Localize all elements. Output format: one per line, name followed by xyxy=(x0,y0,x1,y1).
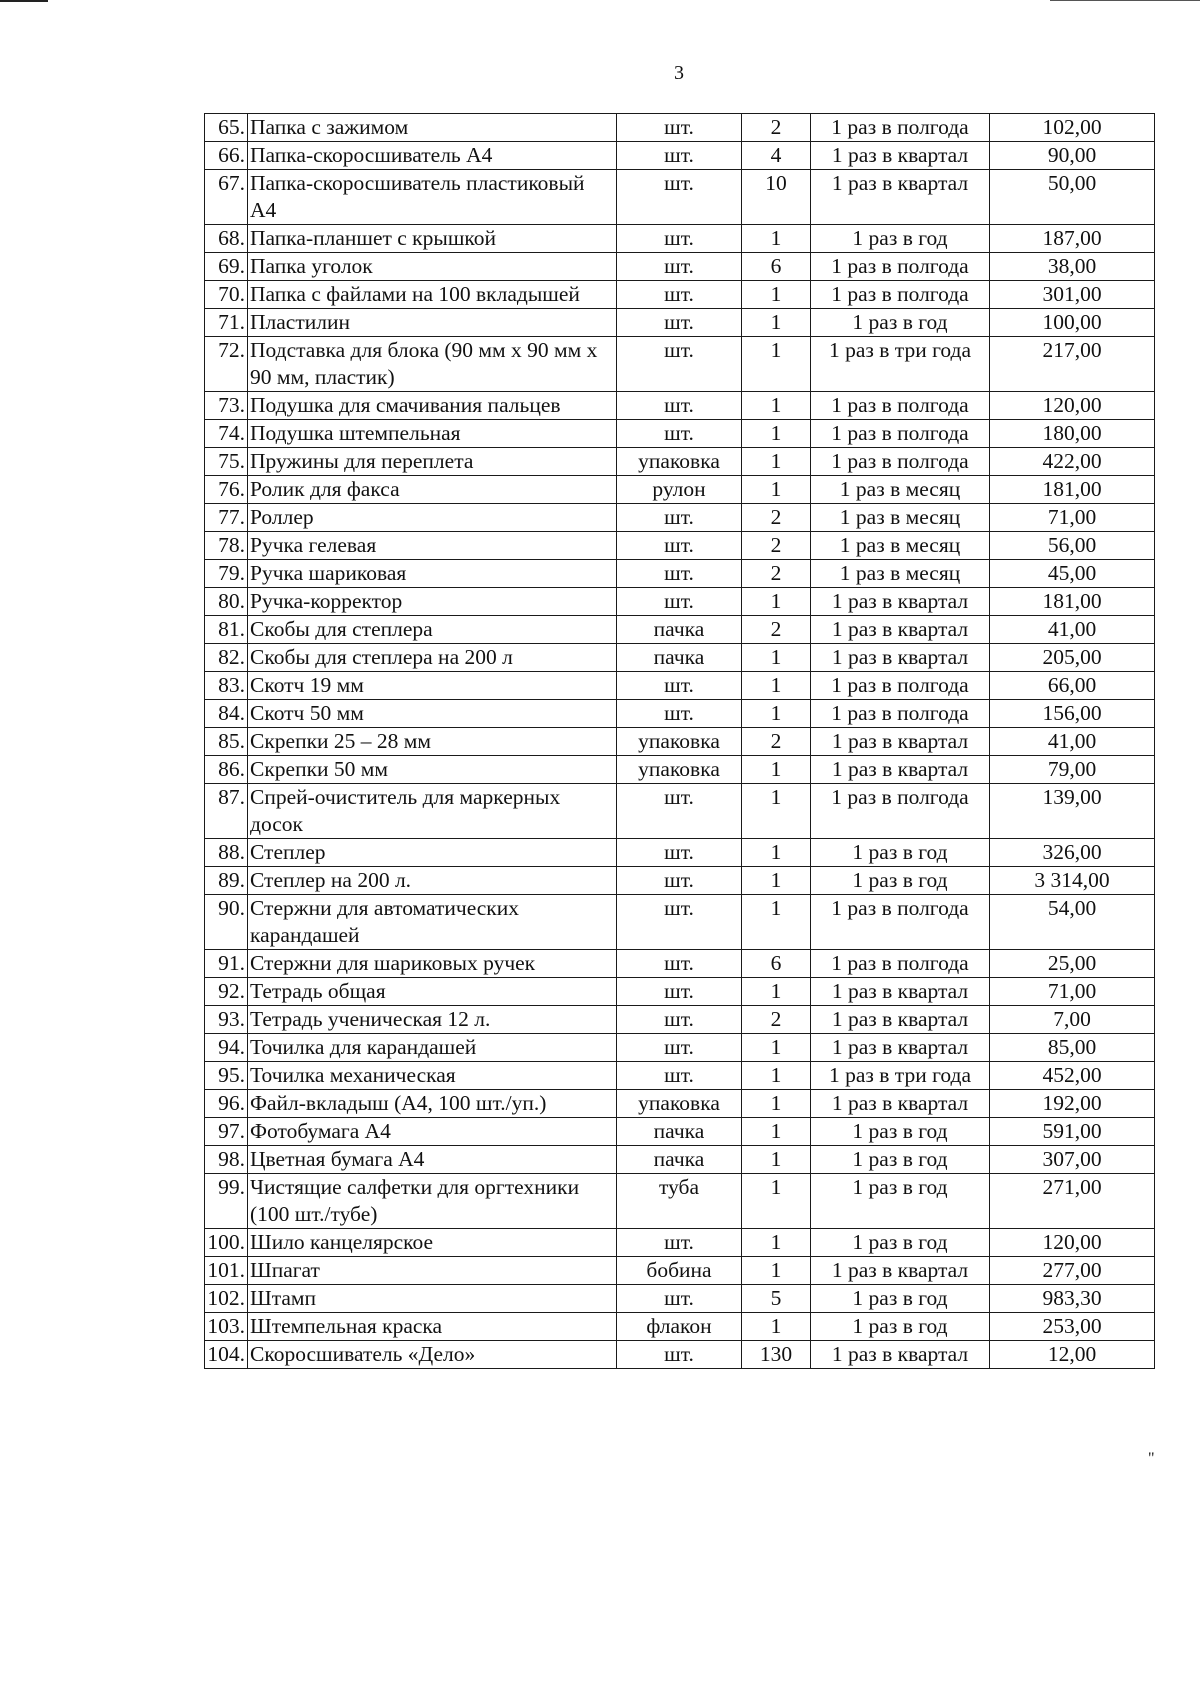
row-number: 81. xyxy=(205,616,248,644)
row-number: 80. xyxy=(205,588,248,616)
item-frequency: 1 раз в полгода xyxy=(811,700,990,728)
item-quantity: 1 xyxy=(742,1034,811,1062)
item-name: Ручка-корректор xyxy=(248,588,617,616)
item-price: 25,00 xyxy=(990,950,1155,978)
item-unit: шт. xyxy=(617,895,742,950)
item-quantity: 2 xyxy=(742,114,811,142)
row-number: 104. xyxy=(205,1341,248,1369)
item-name: Штемпельная краска xyxy=(248,1313,617,1341)
item-quantity: 1 xyxy=(742,672,811,700)
item-price: 7,00 xyxy=(990,1006,1155,1034)
item-unit: упаковка xyxy=(617,1090,742,1118)
end-quote-mark: " xyxy=(1148,1450,1155,1467)
item-unit: флакон xyxy=(617,1313,742,1341)
row-number: 102. xyxy=(205,1285,248,1313)
item-quantity: 2 xyxy=(742,504,811,532)
supplies-table-body xyxy=(205,114,1155,1369)
row-number: 74. xyxy=(205,420,248,448)
row-number: 69. xyxy=(205,253,248,281)
row-number: 65. xyxy=(205,114,248,142)
table-row xyxy=(205,616,1155,644)
item-frequency: 1 раз в месяц xyxy=(811,532,990,560)
item-price: 85,00 xyxy=(990,1034,1155,1062)
item-price: 71,00 xyxy=(990,978,1155,1006)
item-quantity: 2 xyxy=(742,728,811,756)
table-row xyxy=(205,588,1155,616)
item-unit: шт. xyxy=(617,532,742,560)
item-quantity: 1 xyxy=(742,1257,811,1285)
item-price: 45,00 xyxy=(990,560,1155,588)
item-unit: шт. xyxy=(617,504,742,532)
item-quantity: 1 xyxy=(742,448,811,476)
item-quantity: 1 xyxy=(742,476,811,504)
table-row xyxy=(205,448,1155,476)
item-price: 307,00 xyxy=(990,1146,1155,1174)
table-row xyxy=(205,867,1155,895)
scan-corner-mark-right xyxy=(1050,0,1200,1)
item-frequency: 1 раз в квартал xyxy=(811,142,990,170)
row-number: 97. xyxy=(205,1118,248,1146)
row-number: 79. xyxy=(205,560,248,588)
row-number: 90. xyxy=(205,895,248,950)
page-number: 3 xyxy=(674,62,684,84)
row-number: 87. xyxy=(205,784,248,839)
item-unit: шт. xyxy=(617,281,742,309)
item-unit: пачка xyxy=(617,616,742,644)
item-name: Скобы для степлера xyxy=(248,616,617,644)
item-price: 253,00 xyxy=(990,1313,1155,1341)
item-quantity: 10 xyxy=(742,170,811,225)
table-row xyxy=(205,1285,1155,1313)
table-row xyxy=(205,1229,1155,1257)
item-name: Подушка штемпельная xyxy=(248,420,617,448)
item-name: Пружины для переплета xyxy=(248,448,617,476)
item-frequency: 1 раз в полгода xyxy=(811,114,990,142)
item-frequency: 1 раз в квартал xyxy=(811,1341,990,1369)
table-row xyxy=(205,142,1155,170)
row-number: 93. xyxy=(205,1006,248,1034)
item-quantity: 1 xyxy=(742,1090,811,1118)
row-number: 73. xyxy=(205,392,248,420)
table-row xyxy=(205,950,1155,978)
item-quantity: 1 xyxy=(742,1174,811,1229)
item-name: Скоросшиватель «Дело» xyxy=(248,1341,617,1369)
item-unit: шт. xyxy=(617,839,742,867)
item-price: 181,00 xyxy=(990,476,1155,504)
item-price: 180,00 xyxy=(990,420,1155,448)
item-quantity: 1 xyxy=(742,1118,811,1146)
item-quantity: 2 xyxy=(742,532,811,560)
item-name: Чистящие салфетки для оргтехники (100 шт./тубе) xyxy=(248,1174,617,1229)
item-name: Папка уголок xyxy=(248,253,617,281)
table-row xyxy=(205,1146,1155,1174)
item-price: 100,00 xyxy=(990,309,1155,337)
item-price: 90,00 xyxy=(990,142,1155,170)
table-row xyxy=(205,1174,1155,1229)
item-price: 54,00 xyxy=(990,895,1155,950)
row-number: 91. xyxy=(205,950,248,978)
row-number: 85. xyxy=(205,728,248,756)
item-unit: шт. xyxy=(617,784,742,839)
table-row xyxy=(205,672,1155,700)
table-row xyxy=(205,644,1155,672)
item-price: 71,00 xyxy=(990,504,1155,532)
table-row xyxy=(205,560,1155,588)
item-quantity: 4 xyxy=(742,142,811,170)
item-name: Папка-скоросшиватель А4 xyxy=(248,142,617,170)
item-unit: шт. xyxy=(617,309,742,337)
row-number: 89. xyxy=(205,867,248,895)
item-frequency: 1 раз в год xyxy=(811,839,990,867)
row-number: 95. xyxy=(205,1062,248,1090)
item-price: 50,00 xyxy=(990,170,1155,225)
item-unit: пачка xyxy=(617,644,742,672)
item-unit: шт. xyxy=(617,392,742,420)
item-price: 422,00 xyxy=(990,448,1155,476)
item-unit: шт. xyxy=(617,142,742,170)
item-quantity: 1 xyxy=(742,784,811,839)
item-name: Спрей-очиститель для маркерных досок xyxy=(248,784,617,839)
row-number: 82. xyxy=(205,644,248,672)
item-unit: шт. xyxy=(617,253,742,281)
table-row xyxy=(205,1090,1155,1118)
supplies-table-container xyxy=(204,113,1146,1369)
item-quantity: 6 xyxy=(742,253,811,281)
item-quantity: 130 xyxy=(742,1341,811,1369)
item-price: 301,00 xyxy=(990,281,1155,309)
item-price: 41,00 xyxy=(990,616,1155,644)
table-row xyxy=(205,1313,1155,1341)
item-unit: бобина xyxy=(617,1257,742,1285)
item-unit: шт. xyxy=(617,170,742,225)
item-price: 139,00 xyxy=(990,784,1155,839)
row-number: 70. xyxy=(205,281,248,309)
item-price: 120,00 xyxy=(990,392,1155,420)
item-quantity: 1 xyxy=(742,644,811,672)
item-name: Ролик для факса xyxy=(248,476,617,504)
item-name: Пластилин xyxy=(248,309,617,337)
item-frequency: 1 раз в полгода xyxy=(811,672,990,700)
item-quantity: 6 xyxy=(742,950,811,978)
item-frequency: 1 раз в квартал xyxy=(811,170,990,225)
item-unit: упаковка xyxy=(617,448,742,476)
item-price: 3 314,00 xyxy=(990,867,1155,895)
row-number: 100. xyxy=(205,1229,248,1257)
item-quantity: 1 xyxy=(742,1062,811,1090)
item-quantity: 1 xyxy=(742,281,811,309)
table-row xyxy=(205,1118,1155,1146)
item-price: 217,00 xyxy=(990,337,1155,392)
row-number: 77. xyxy=(205,504,248,532)
item-name: Подставка для блока (90 мм х 90 мм х 90 мм, пластик) xyxy=(248,337,617,392)
item-name: Скрепки 25 – 28 мм xyxy=(248,728,617,756)
item-frequency: 1 раз в год xyxy=(811,1229,990,1257)
item-price: 12,00 xyxy=(990,1341,1155,1369)
item-name: Ручка шариковая xyxy=(248,560,617,588)
item-quantity: 1 xyxy=(742,1313,811,1341)
item-name: Скотч 19 мм xyxy=(248,672,617,700)
item-frequency: 1 раз в квартал xyxy=(811,1034,990,1062)
item-price: 452,00 xyxy=(990,1062,1155,1090)
item-name: Папка-скоросшиватель пластиковый А4 xyxy=(248,170,617,225)
item-quantity: 1 xyxy=(742,225,811,253)
item-frequency: 1 раз в квартал xyxy=(811,644,990,672)
row-number: 98. xyxy=(205,1146,248,1174)
item-frequency: 1 раз в полгода xyxy=(811,281,990,309)
item-quantity: 2 xyxy=(742,1006,811,1034)
item-name: Скобы для степлера на 200 л xyxy=(248,644,617,672)
item-name: Стержни для шариковых ручек xyxy=(248,950,617,978)
item-price: 326,00 xyxy=(990,839,1155,867)
item-unit: шт. xyxy=(617,420,742,448)
item-quantity: 1 xyxy=(742,420,811,448)
row-number: 99. xyxy=(205,1174,248,1229)
item-quantity: 1 xyxy=(742,756,811,784)
item-quantity: 1 xyxy=(742,337,811,392)
item-frequency: 1 раз в год xyxy=(811,309,990,337)
item-frequency: 1 раз в месяц xyxy=(811,476,990,504)
table-row xyxy=(205,1062,1155,1090)
item-name: Скрепки 50 мм xyxy=(248,756,617,784)
item-unit: пачка xyxy=(617,1118,742,1146)
item-unit: туба xyxy=(617,1174,742,1229)
item-frequency: 1 раз в год xyxy=(811,1285,990,1313)
item-quantity: 5 xyxy=(742,1285,811,1313)
item-price: 156,00 xyxy=(990,700,1155,728)
table-row xyxy=(205,1257,1155,1285)
item-name: Тетрадь ученическая 12 л. xyxy=(248,1006,617,1034)
table-row xyxy=(205,728,1155,756)
item-unit: шт. xyxy=(617,1341,742,1369)
item-unit: шт. xyxy=(617,950,742,978)
row-number: 71. xyxy=(205,309,248,337)
item-price: 38,00 xyxy=(990,253,1155,281)
item-quantity: 1 xyxy=(742,588,811,616)
table-row xyxy=(205,392,1155,420)
item-unit: шт. xyxy=(617,114,742,142)
item-frequency: 1 раз в полгода xyxy=(811,420,990,448)
table-row xyxy=(205,784,1155,839)
item-name: Стержни для автоматических карандашей xyxy=(248,895,617,950)
item-unit: шт. xyxy=(617,672,742,700)
table-row xyxy=(205,281,1155,309)
row-number: 92. xyxy=(205,978,248,1006)
item-price: 591,00 xyxy=(990,1118,1155,1146)
item-frequency: 1 раз в полгода xyxy=(811,950,990,978)
item-unit: шт. xyxy=(617,337,742,392)
table-row xyxy=(205,895,1155,950)
item-price: 120,00 xyxy=(990,1229,1155,1257)
item-unit: шт. xyxy=(617,1034,742,1062)
item-frequency: 1 раз в полгода xyxy=(811,784,990,839)
table-row xyxy=(205,1341,1155,1369)
item-price: 187,00 xyxy=(990,225,1155,253)
item-name: Роллер xyxy=(248,504,617,532)
item-name: Степлер на 200 л. xyxy=(248,867,617,895)
item-price: 56,00 xyxy=(990,532,1155,560)
item-unit: пачка xyxy=(617,1146,742,1174)
row-number: 103. xyxy=(205,1313,248,1341)
item-name: Папка с зажимом xyxy=(248,114,617,142)
item-name: Фотобумага А4 xyxy=(248,1118,617,1146)
item-quantity: 1 xyxy=(742,839,811,867)
item-frequency: 1 раз в полгода xyxy=(811,392,990,420)
row-number: 67. xyxy=(205,170,248,225)
table-row xyxy=(205,337,1155,392)
table-row xyxy=(205,839,1155,867)
item-name: Цветная бумага А4 xyxy=(248,1146,617,1174)
item-name: Шило канцелярское xyxy=(248,1229,617,1257)
table-row xyxy=(205,309,1155,337)
item-quantity: 1 xyxy=(742,895,811,950)
item-frequency: 1 раз в квартал xyxy=(811,1090,990,1118)
item-quantity: 1 xyxy=(742,867,811,895)
table-row xyxy=(205,225,1155,253)
item-price: 102,00 xyxy=(990,114,1155,142)
item-name: Точилка механическая xyxy=(248,1062,617,1090)
table-row xyxy=(205,253,1155,281)
row-number: 88. xyxy=(205,839,248,867)
item-price: 277,00 xyxy=(990,1257,1155,1285)
item-unit: шт. xyxy=(617,1285,742,1313)
item-name: Тетрадь общая xyxy=(248,978,617,1006)
item-frequency: 1 раз в квартал xyxy=(811,978,990,1006)
item-unit: шт. xyxy=(617,1062,742,1090)
item-unit: упаковка xyxy=(617,756,742,784)
item-name: Шпагат xyxy=(248,1257,617,1285)
item-frequency: 1 раз в месяц xyxy=(811,560,990,588)
item-frequency: 1 раз в квартал xyxy=(811,728,990,756)
item-frequency: 1 раз в квартал xyxy=(811,756,990,784)
table-row xyxy=(205,1006,1155,1034)
item-unit: шт. xyxy=(617,700,742,728)
row-number: 66. xyxy=(205,142,248,170)
item-unit: шт. xyxy=(617,1006,742,1034)
item-frequency: 1 раз в год xyxy=(811,1174,990,1229)
item-name: Папка-планшет с крышкой xyxy=(248,225,617,253)
table-row xyxy=(205,978,1155,1006)
item-frequency: 1 раз в квартал xyxy=(811,616,990,644)
row-number: 83. xyxy=(205,672,248,700)
item-name: Штамп xyxy=(248,1285,617,1313)
item-price: 66,00 xyxy=(990,672,1155,700)
item-price: 41,00 xyxy=(990,728,1155,756)
item-name: Подушка для смачивания пальцев xyxy=(248,392,617,420)
item-name: Точилка для карандашей xyxy=(248,1034,617,1062)
item-name: Папка с файлами на 100 вкладышей xyxy=(248,281,617,309)
row-number: 72. xyxy=(205,337,248,392)
item-price: 983,30 xyxy=(990,1285,1155,1313)
item-frequency: 1 раз в квартал xyxy=(811,1006,990,1034)
item-unit: шт. xyxy=(617,1229,742,1257)
item-price: 192,00 xyxy=(990,1090,1155,1118)
item-frequency: 1 раз в квартал xyxy=(811,588,990,616)
table-row xyxy=(205,420,1155,448)
item-unit: шт. xyxy=(617,225,742,253)
item-unit: шт. xyxy=(617,867,742,895)
scan-corner-mark-left xyxy=(0,0,48,2)
item-frequency: 1 раз в год xyxy=(811,225,990,253)
item-price: 205,00 xyxy=(990,644,1155,672)
table-row xyxy=(205,1034,1155,1062)
table-row xyxy=(205,532,1155,560)
item-frequency: 1 раз в три года xyxy=(811,1062,990,1090)
item-name: Файл-вкладыш (А4, 100 шт./уп.) xyxy=(248,1090,617,1118)
row-number: 86. xyxy=(205,756,248,784)
item-frequency: 1 раз в год xyxy=(811,867,990,895)
item-price: 79,00 xyxy=(990,756,1155,784)
table-row xyxy=(205,114,1155,142)
item-frequency: 1 раз в квартал xyxy=(811,1257,990,1285)
item-price: 181,00 xyxy=(990,588,1155,616)
item-name: Ручка гелевая xyxy=(248,532,617,560)
row-number: 94. xyxy=(205,1034,248,1062)
supplies-table xyxy=(204,113,1155,1369)
item-frequency: 1 раз в полгода xyxy=(811,253,990,281)
row-number: 84. xyxy=(205,700,248,728)
table-row xyxy=(205,170,1155,225)
item-frequency: 1 раз в полгода xyxy=(811,448,990,476)
item-name: Степлер xyxy=(248,839,617,867)
row-number: 68. xyxy=(205,225,248,253)
item-quantity: 1 xyxy=(742,1229,811,1257)
item-quantity: 1 xyxy=(742,1146,811,1174)
item-quantity: 1 xyxy=(742,700,811,728)
item-frequency: 1 раз в год xyxy=(811,1118,990,1146)
item-unit: рулон xyxy=(617,476,742,504)
item-quantity: 2 xyxy=(742,616,811,644)
item-price: 271,00 xyxy=(990,1174,1155,1229)
row-number: 101. xyxy=(205,1257,248,1285)
item-frequency: 1 раз в полгода xyxy=(811,895,990,950)
item-frequency: 1 раз в месяц xyxy=(811,504,990,532)
item-quantity: 1 xyxy=(742,392,811,420)
table-row xyxy=(205,756,1155,784)
row-number: 76. xyxy=(205,476,248,504)
item-frequency: 1 раз в три года xyxy=(811,337,990,392)
item-quantity: 2 xyxy=(742,560,811,588)
table-row xyxy=(205,700,1155,728)
row-number: 96. xyxy=(205,1090,248,1118)
table-row xyxy=(205,504,1155,532)
item-frequency: 1 раз в год xyxy=(811,1146,990,1174)
item-unit: шт. xyxy=(617,978,742,1006)
item-unit: шт. xyxy=(617,588,742,616)
item-unit: шт. xyxy=(617,560,742,588)
table-row xyxy=(205,476,1155,504)
item-frequency: 1 раз в год xyxy=(811,1313,990,1341)
item-unit: упаковка xyxy=(617,728,742,756)
item-quantity: 1 xyxy=(742,978,811,1006)
item-name: Скотч 50 мм xyxy=(248,700,617,728)
row-number: 78. xyxy=(205,532,248,560)
item-quantity: 1 xyxy=(742,309,811,337)
row-number: 75. xyxy=(205,448,248,476)
